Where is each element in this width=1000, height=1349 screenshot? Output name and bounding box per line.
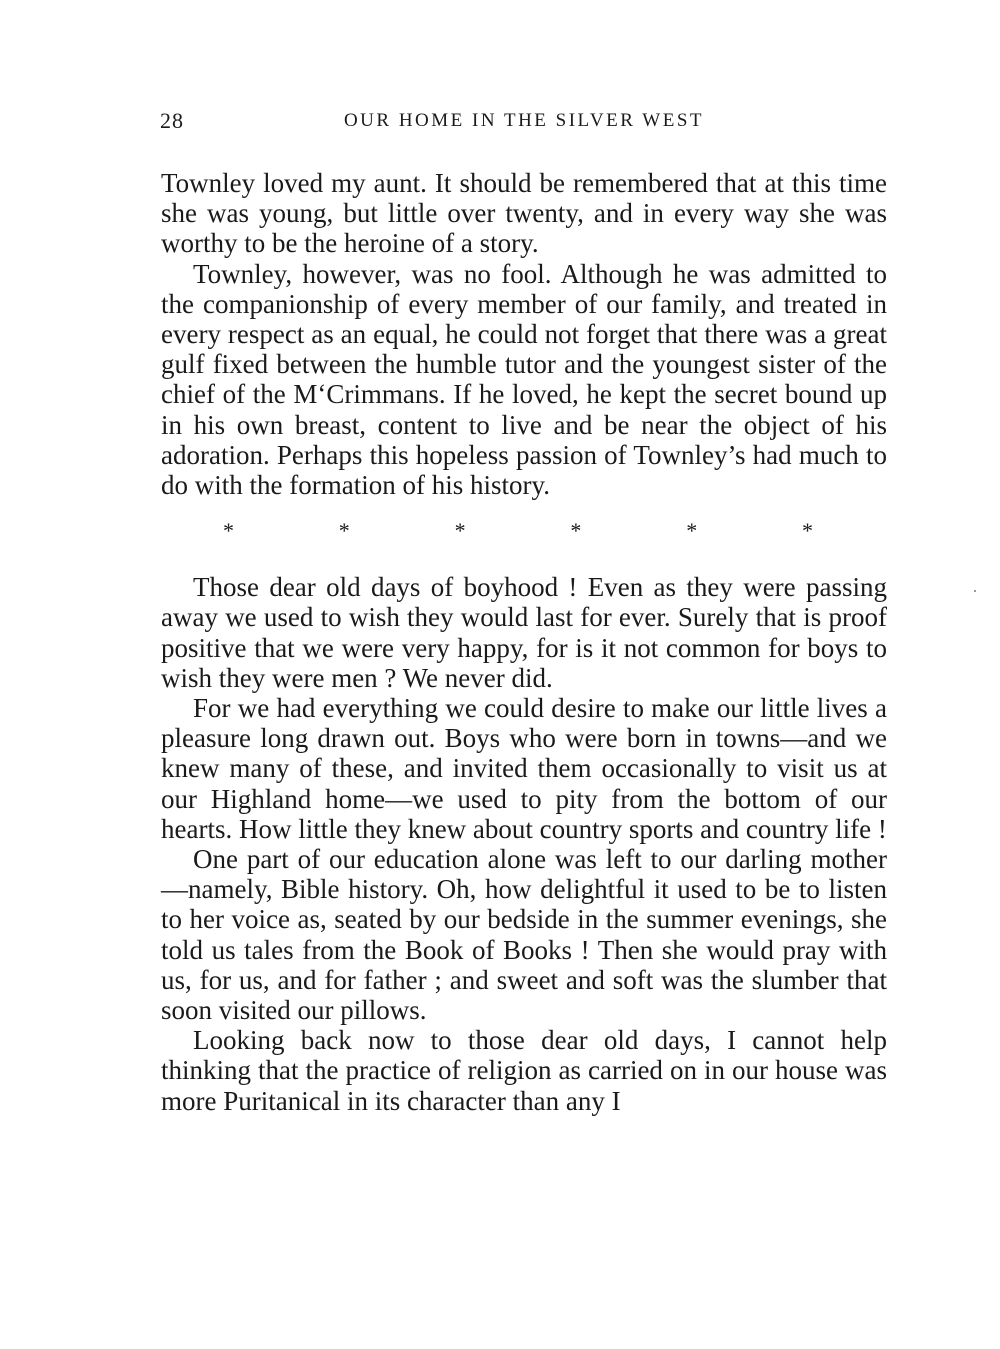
asterisk: *	[686, 518, 698, 544]
running-head	[160, 108, 888, 144]
asterisk: *	[223, 518, 234, 544]
asterisk: *	[454, 518, 466, 544]
page-number: 28	[160, 108, 184, 133]
paragraph-looking-back: Looking back now to those dear old days, I cannot help thinking that the practice of religion as carried on in our house was more Puritanical in its character than any I	[161, 1025, 887, 1116]
asterisk: *	[570, 518, 582, 544]
asterisk: *	[338, 518, 350, 544]
paragraph-bible-history: One part of our education alone was left to our darling mother—namely, Bible history. Oh, how delightful it used to be to listen to her voice as, seated by our bedside in the summer evenings, she told us tales from the Book of Books ! Then she would pray with us, for us, and for father ; and sweet and soft was the slumber that soon visited our pillows.	[161, 844, 887, 1026]
paragraph-townley-no-fool: Townley, however, was no fool. Although he was admitted to the companionship of every member of our family, and treated in every respect as an equal, he could not forget that there was a great gulf fixed between the humble tutor and the youngest sister of the chief of the M‘Crimmans. If he loved, he kept the secret bound up in his own breast, content to live and be near the object of his adoration. Perhaps this hopeless passion of Townley’s had much to do with the formation of his history.	[161, 258, 887, 501]
paragraph-townley-loved: Townley loved my aunt. It should be remembered that at this time she was young, but little over twenty, and in every way she was worthy to be the heroine of a story.	[161, 168, 887, 259]
asterisk: *	[801, 518, 813, 544]
section-break	[223, 514, 813, 548]
paragraph-days-of-boyhood: Those dear old days of boyhood ! Even as they were passing away we used to wish they would last for ever. Surely that is proof positive that we were very happy, for is it not common for boys to wish they were men ? We never did.	[161, 572, 887, 693]
running-title: OUR HOME IN THE SILVER WEST	[343, 110, 705, 131]
body-text	[161, 168, 887, 1116]
paragraph-everything-we-could-desire: For we had everything we could desire to make our little lives a pleasure long drawn out. Boys who were born in towns—and we knew many of these, and invited them occasionally to visit us at our Highland home—we used to pity from the bottom of our hearts. How little they knew about country sports and country life !	[161, 693, 887, 844]
scan-speck	[974, 590, 976, 592]
